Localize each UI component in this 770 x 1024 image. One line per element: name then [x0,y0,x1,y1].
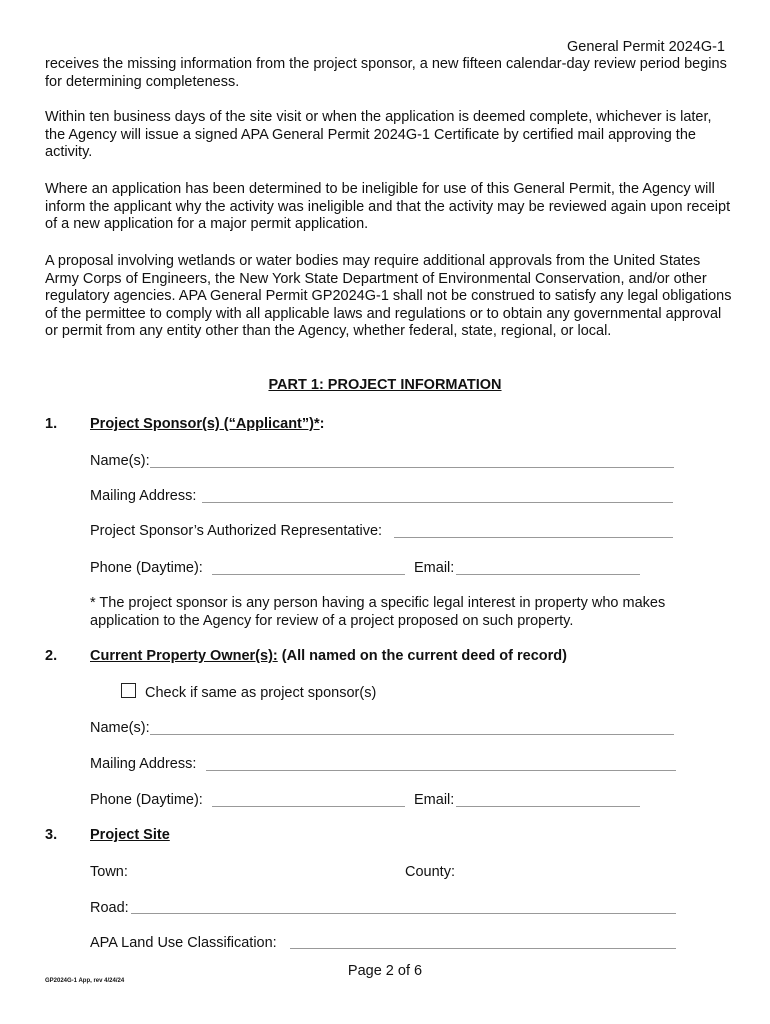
page-number: Page 2 of 6 [347,963,423,979]
section3-title-text: Project Site [90,827,170,843]
sponsor-name-field[interactable] [150,467,674,468]
sponsor-rep-label: Project Sponsor’s Authorized Representative: [90,523,383,539]
site-county-label: County: [405,864,455,880]
section2-title [90,648,567,664]
sponsor-address-field[interactable] [202,502,673,503]
owner-name-label: Name(s): [90,720,150,736]
owner-email-field[interactable] [456,806,640,807]
owner-email-label: Email: [414,792,455,808]
sponsor-footnote: * The project sponsor is any person having a specific legal interest in property who makes application to the Agency for review of a project proposed on such property. [90,595,666,629]
sponsor-address-label: Mailing Address: [90,488,197,504]
section2-number: 2. [45,648,58,664]
site-road-label: Road: [90,900,129,916]
section3-title [90,827,170,843]
paragraph-ineligible: Where an application has been determined to be ineligible for use of this General Permit, the Agency will inform the applicant why the activity was ineligible and that the activity may be reviewed again upon receipt of a new application for a major permit application. [45,181,731,232]
site-road-field[interactable] [131,913,676,914]
part1-heading: PART 1: PROJECT INFORMATION [268,377,502,393]
land-use-classification-field[interactable] [290,948,676,949]
paragraph-review-period: receives the missing information from the project sponsor, a new fifteen calendar-day review period begins for determining completeness. [45,56,727,90]
sponsor-email-label: Email: [414,560,455,576]
paragraph-certificate-issuance: Within ten business days of the site visit or when the application is deemed complete, whichever is later, the Agency will issue a signed APA General Permit 2024G-1 Certificate by certified mail approving the activity. [45,109,712,160]
section2-title-suffix: (All named on the current deed of record) [277,648,567,664]
sponsor-rep-field[interactable] [394,537,673,538]
section2-title-text: Current Property Owner(s): [90,648,278,664]
owner-phone-label: Phone (Daytime): [90,792,203,808]
sponsor-email-field[interactable] [456,574,640,575]
sponsor-name-label: Name(s): [90,453,150,469]
revision-footer: GP2024G-1 App, rev 4/24/24 [45,978,125,984]
paragraph-additional-approvals: A proposal involving wetlands or water bodies may require additional approvals from the United States Army Corps of Engineers, the New York State Department of Environmental Conservation, and/or other regulatory agencies. APA General Permit GP2024G-1 shall not be construed to satisfy any legal obligations of the permittee to comply with all applicable laws and regulations or to obtain any governmental approval or permit from any entity other than the Agency, whether federal, state, regional, or local. [45,253,732,339]
same-as-sponsor-checkbox[interactable] [121,683,136,698]
section1-title-text: Project Sponsor(s) (“Applicant”)* [90,416,320,432]
owner-phone-field[interactable] [212,806,405,807]
sponsor-phone-field[interactable] [212,574,405,575]
section1-title-suffix: : [319,416,325,432]
owner-address-field[interactable] [206,770,676,771]
owner-address-label: Mailing Address: [90,756,197,772]
section3-number: 3. [45,827,58,843]
land-use-classification-label: APA Land Use Classification: [90,935,277,951]
same-as-sponsor-label: Check if same as project sponsor(s) [145,685,377,701]
section1-title [90,416,324,432]
site-town-label: Town: [90,864,128,880]
sponsor-phone-label: Phone (Daytime): [90,560,203,576]
document-id-header: General Permit 2024G-1 [567,39,725,55]
section1-number: 1. [45,416,58,432]
owner-name-field[interactable] [150,734,674,735]
